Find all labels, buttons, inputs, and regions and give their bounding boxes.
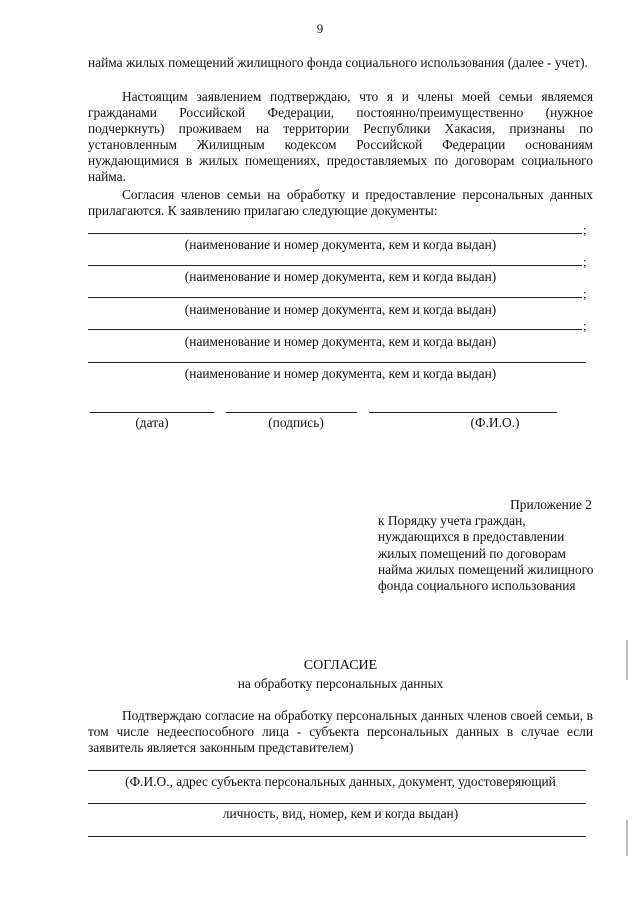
- name-line: [369, 412, 557, 413]
- date-caption: (дата): [135, 415, 169, 430]
- consent-subheading: на обработку персональных данных: [237, 676, 444, 691]
- document-caption-4: (наименование и номер документа, кем и когда выдан): [184, 334, 497, 349]
- intro-text: найма жилых помещений жилищного фонда социального использования (далее - учет).: [88, 55, 588, 70]
- page-number: 9: [316, 21, 324, 36]
- document-caption-3: (наименование и номер документа, кем и когда выдан): [184, 302, 497, 317]
- date-line: [90, 412, 214, 413]
- signature-line: [226, 412, 357, 413]
- documents-paragraph: Согласия членов семьи на обработку и предоставление персональных данных прилагаются. К заявлению прилагаю следующие документы:: [88, 187, 593, 218]
- consent-line-2: [88, 803, 586, 804]
- document-line-3: [88, 297, 582, 298]
- line-end-1: ;: [583, 222, 587, 237]
- appendix-title: Приложение 2: [510, 497, 592, 512]
- scan-edge-mark: [626, 640, 628, 680]
- document-caption-2: (наименование и номер документа, кем и когда выдан): [184, 269, 497, 284]
- line-end-4: ;: [583, 318, 587, 333]
- signature-caption: (подпись): [268, 415, 324, 430]
- document-caption-5: (наименование и номер документа, кем и когда выдан): [184, 366, 497, 381]
- line-end-3: ;: [583, 286, 587, 301]
- consent-line-1: [88, 770, 586, 771]
- appendix-body: к Порядку учета граждан, нуждающихся в предоставлении жилых помещений по договорам найма жилых помещений жилищного фонда социального использования: [378, 513, 594, 594]
- document-line-1: [88, 233, 582, 234]
- document-line-2: [88, 265, 582, 266]
- document-caption-1: (наименование и номер документа, кем и когда выдан): [184, 237, 497, 252]
- consent-paragraph: Подтверждаю согласие на обработку персональных данных членов своей семьи, в том числе недееспособного лица - субъекта персональных данных в случае если заявитель является законным представителем): [88, 708, 593, 755]
- scan-edge-mark: [626, 820, 628, 856]
- confirm-paragraph: Настоящим заявлением подтверждаю, что я и члены моей семьи являемся гражданами Российской Федерации, постоянно/преимущественно (нужное подчеркнуть) проживаем на территории Республики Хакасия, признаны по установленным Жилищным кодексом Российской Федерации основаниям нуждающимися в жилых помещениях, предоставляемых по договорам социального найма.: [88, 89, 593, 184]
- consent-caption-1: (Ф.И.О., адрес субъекта персональных данных, документ, удостоверяющий: [125, 774, 556, 789]
- document-line-4: [88, 329, 582, 330]
- consent-heading: СОГЛАСИЕ: [303, 658, 378, 673]
- consent-caption-2: личность, вид, номер, кем и когда выдан): [222, 806, 459, 821]
- name-caption: (Ф.И.О.): [470, 415, 520, 430]
- consent-line-3: [88, 836, 586, 837]
- line-end-2: ;: [583, 254, 587, 269]
- document-line-5: [88, 362, 586, 363]
